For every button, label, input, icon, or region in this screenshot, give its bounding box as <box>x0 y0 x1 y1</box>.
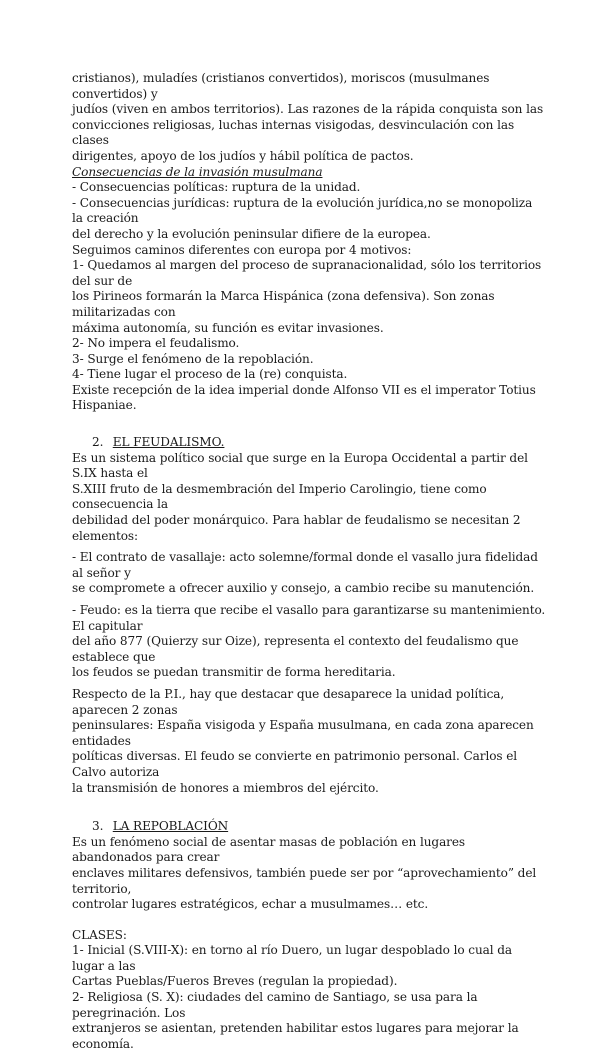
text-line: CLASES: <box>72 927 127 942</box>
consecuencias-section <box>72 165 546 415</box>
text-line: S.XIII fruto de la desmembración del Imperio Carolingio, tiene como consecuencia la <box>72 481 487 512</box>
feudalismo-section <box>72 435 546 796</box>
text-line: cristianos), muladíes (cristianos convertidos), moriscos (musulmanes convertidos) y <box>72 71 490 101</box>
text-line: 3- Surge el fenómeno de la repoblación. <box>72 351 314 366</box>
section-number: 2. <box>92 435 104 450</box>
text-line: peninsulares: España visigoda y España musulmana, en cada zona aparecen entidades <box>72 718 534 748</box>
text-line: Existe recepción de la idea imperial donde Alfonso VII es el imperator Totius Hispaniae. <box>72 382 536 413</box>
text-line: 4- Tiene lugar el proceso de la (re) conquista. <box>72 367 348 382</box>
text-line: Seguimos caminos diferentes con europa por 4 motivos: <box>72 242 412 257</box>
section-title: EL FEUDALISMO. <box>112 435 225 450</box>
text-line: debilidad del poder monárquico. Para hablar de feudalismo se necesitan 2 elementos: <box>72 513 521 543</box>
text-line: dirigentes, apoyo de los judíos y hábil política de pactos. <box>72 148 414 163</box>
text-line: del año 877 (Quierzy sur Oize), representa el contexto del feudalismo que establece que <box>72 634 519 664</box>
text-line: los Pirineos formarán la Marca Hispánica (zona defensiva). Son zonas militarizadas con <box>72 289 495 319</box>
section-heading <box>92 819 546 835</box>
section-title: LA REPOBLACIÓN <box>112 819 229 834</box>
text-line: Es un fenómeno social de asentar masas de población en lugares abandonados para crear <box>72 834 466 865</box>
text-line: controlar lugares estratégicos, echar a musulmames… etc. <box>72 897 429 912</box>
text-line: Cartas Pueblas/Fueros Breves (regulan la propiedad). <box>72 974 398 989</box>
text-line: - El contrato de vasallaje: acto solemne/formal donde el vasallo jura fidelidad al señor y <box>72 550 538 580</box>
document-page <box>72 71 546 1052</box>
text-line: la transmisión de honores a miembros del ejército. <box>72 780 379 795</box>
text-line: judíos (viven en ambos territorios). Las razones de la rápida conquista son las <box>72 102 544 117</box>
text-line: políticas diversas. El feudo se convierte en patrimonio personal. Carlos el Calvo autoriza <box>72 749 518 779</box>
text-line: 2- No impera el feudalismo. <box>72 336 240 351</box>
text-line: del derecho y la evolución peninsular difiere de la europea. <box>72 226 431 241</box>
text-line: 1- Inicial (S.VIII-X): en torno al río Duero, un lugar despoblado lo cual da lugar a las <box>72 943 513 973</box>
text-line: se compromete a ofrecer auxilio y consejo, a cambio recibe su manutención. <box>72 581 535 596</box>
section-number: 3. <box>92 819 104 834</box>
intro-paragraph <box>72 71 546 165</box>
text-line: convicciones religiosas, luchas internas visigodas, desvinculación con las clases <box>72 117 515 148</box>
section-heading <box>92 435 546 451</box>
text-line: Respecto de la P.I., hay que destacar que desaparece la unidad política, aparecen 2 zonas <box>72 686 505 717</box>
text-line: - Consecuencias jurídicas: ruptura de la evolución jurídica,no se monopoliza la creación <box>72 195 533 226</box>
text-line: extranjeros se asientan, pretenden habilitar estos lugares para mejorar la economía. <box>72 1021 519 1051</box>
repoblacion-section <box>72 819 546 1052</box>
text-line: - Consecuencias políticas: ruptura de la unidad. <box>72 180 361 195</box>
text-line: enclaves militares defensivos, también puede ser por “aprovechamiento” del territorio, <box>72 865 537 896</box>
text-line: los feudos se puedan transmitir de forma hereditaria. <box>72 665 396 680</box>
text-line: Es un sistema político social que surge en la Europa Occidental a partir del S.IX hasta el <box>72 450 528 481</box>
text-line: - Feudo: es la tierra que recibe el vasallo para garantizarse su mantenimiento. El capitular <box>72 603 546 633</box>
text-line: 2- Religiosa (S. X): ciudades del camino de Santiago, se usa para la peregrinación. Los <box>72 990 478 1020</box>
text-line: máxima autonomía, su función es evitar invasiones. <box>72 320 384 335</box>
text-line: 1- Quedamos al margen del proceso de supranacionalidad, sólo los territorios del sur de <box>72 258 542 288</box>
consecuencias-title: Consecuencias de la invasión musulmana <box>72 164 323 179</box>
